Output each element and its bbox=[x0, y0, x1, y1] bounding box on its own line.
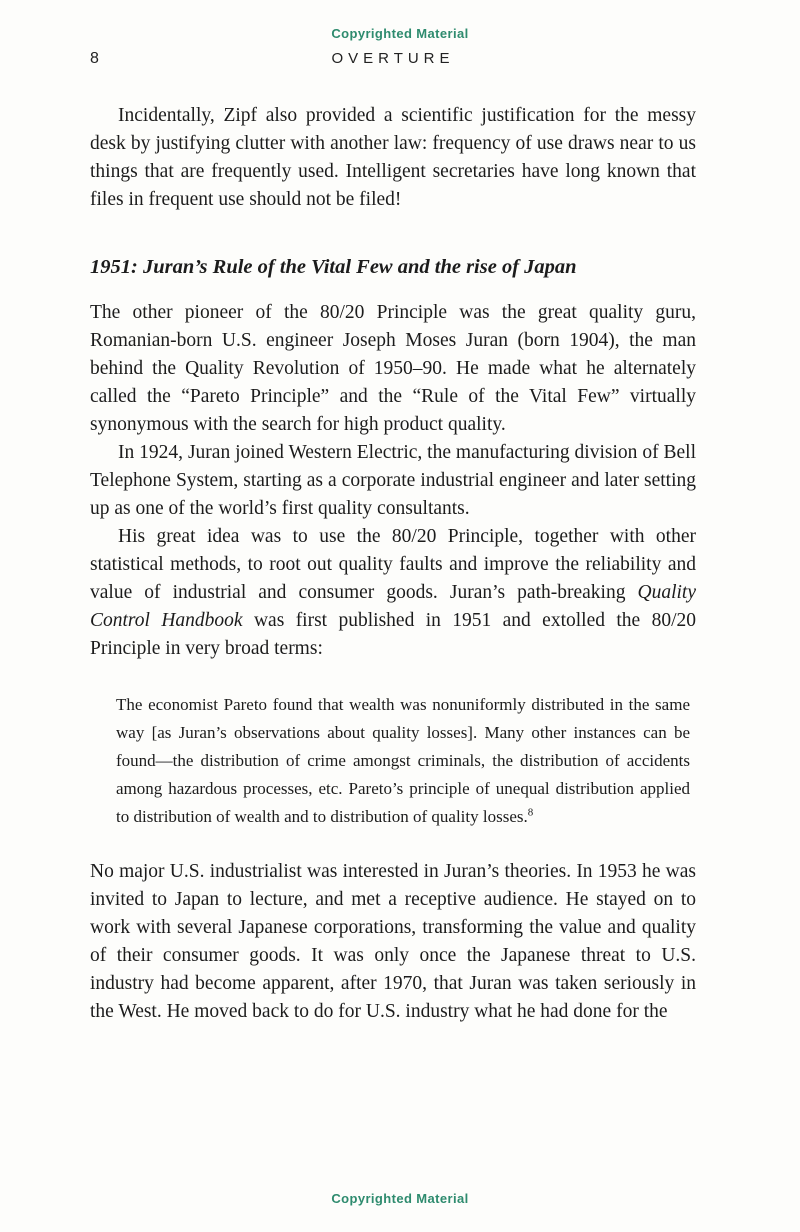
chapter-running-title: OVERTURE bbox=[331, 50, 455, 67]
block-quote-pareto bbox=[116, 691, 690, 831]
section-heading-1951-juran: 1951: Juran’s Rule of the Vital Few and the rise of Japan bbox=[90, 256, 577, 278]
footnote-marker: 8 bbox=[527, 806, 534, 819]
paragraph-zipf-messy-desk: Incidentally, Zipf also provided a scientific justification for the messy desk by justifying clutter with another law: frequency of use draws near to us things that are frequently used. Intelligent secretaries have long known that files in frequent use should not be filed! bbox=[90, 105, 696, 210]
paragraph-great-idea-text-post: was first published in 1951 and extolled the 80/20 Principle in very broad terms: bbox=[90, 610, 696, 659]
paragraph-great-idea bbox=[90, 523, 696, 663]
running-header bbox=[90, 50, 696, 72]
book-title-quality-control-handbook: Quality Control Handbook bbox=[90, 582, 696, 631]
copyright-notice-top: Copyrighted Material bbox=[331, 26, 469, 41]
copyright-notice-bottom: Copyrighted Material bbox=[331, 1191, 469, 1206]
paragraph-great-idea-text-pre: His great idea was to use the 80/20 Principle, together with other statistical methods, to root out quality faults and improve the reliability and value of industrial and consumer goods. Juran’s path-breaking bbox=[90, 526, 696, 603]
paragraph-western-electric: In 1924, Juran joined Western Electric, the manufacturing division of Bell Telephone System, starting as a corporate industrial engineer and later setting up as one of the world’s first quality consultants. bbox=[90, 442, 696, 519]
paragraph-juran-japan: No major U.S. industrialist was interested in Juran’s theories. In 1953 he was invited to Japan to lecture, and met a receptive audience. He stayed on to work with several Japanese corporations, transforming the value and quality of their consumer goods. It was only once the Japanese threat to U.S. industry had become apparent, after 1970, that Juran was taken seriously in the West. He moved back to do for U.S. industry what he had done for the bbox=[90, 861, 696, 1022]
block-quote-text: The economist Pareto found that wealth was nonuniformly distributed in the same way [as Juran’s observations about quality losses]. Many other instances can be found—the distribution of crime amongst criminals, the distribution of accidents among hazardous processes, etc. Pareto’s principle of unequal distribution applied to distribution of wealth and to distribution of quality losses. bbox=[116, 695, 690, 826]
paragraph-juran-intro: The other pioneer of the 80/20 Principle was the great quality guru, Romanian-born U.S. engineer Joseph Moses Juran (born 1904), the man behind the Quality Revolution of 1950–90. He made what he alternately called the “Pareto Principle” and the “Rule of the Vital Few” virtually synonymous with the search for high product quality. bbox=[90, 302, 696, 435]
page-number: 8 bbox=[90, 50, 99, 67]
